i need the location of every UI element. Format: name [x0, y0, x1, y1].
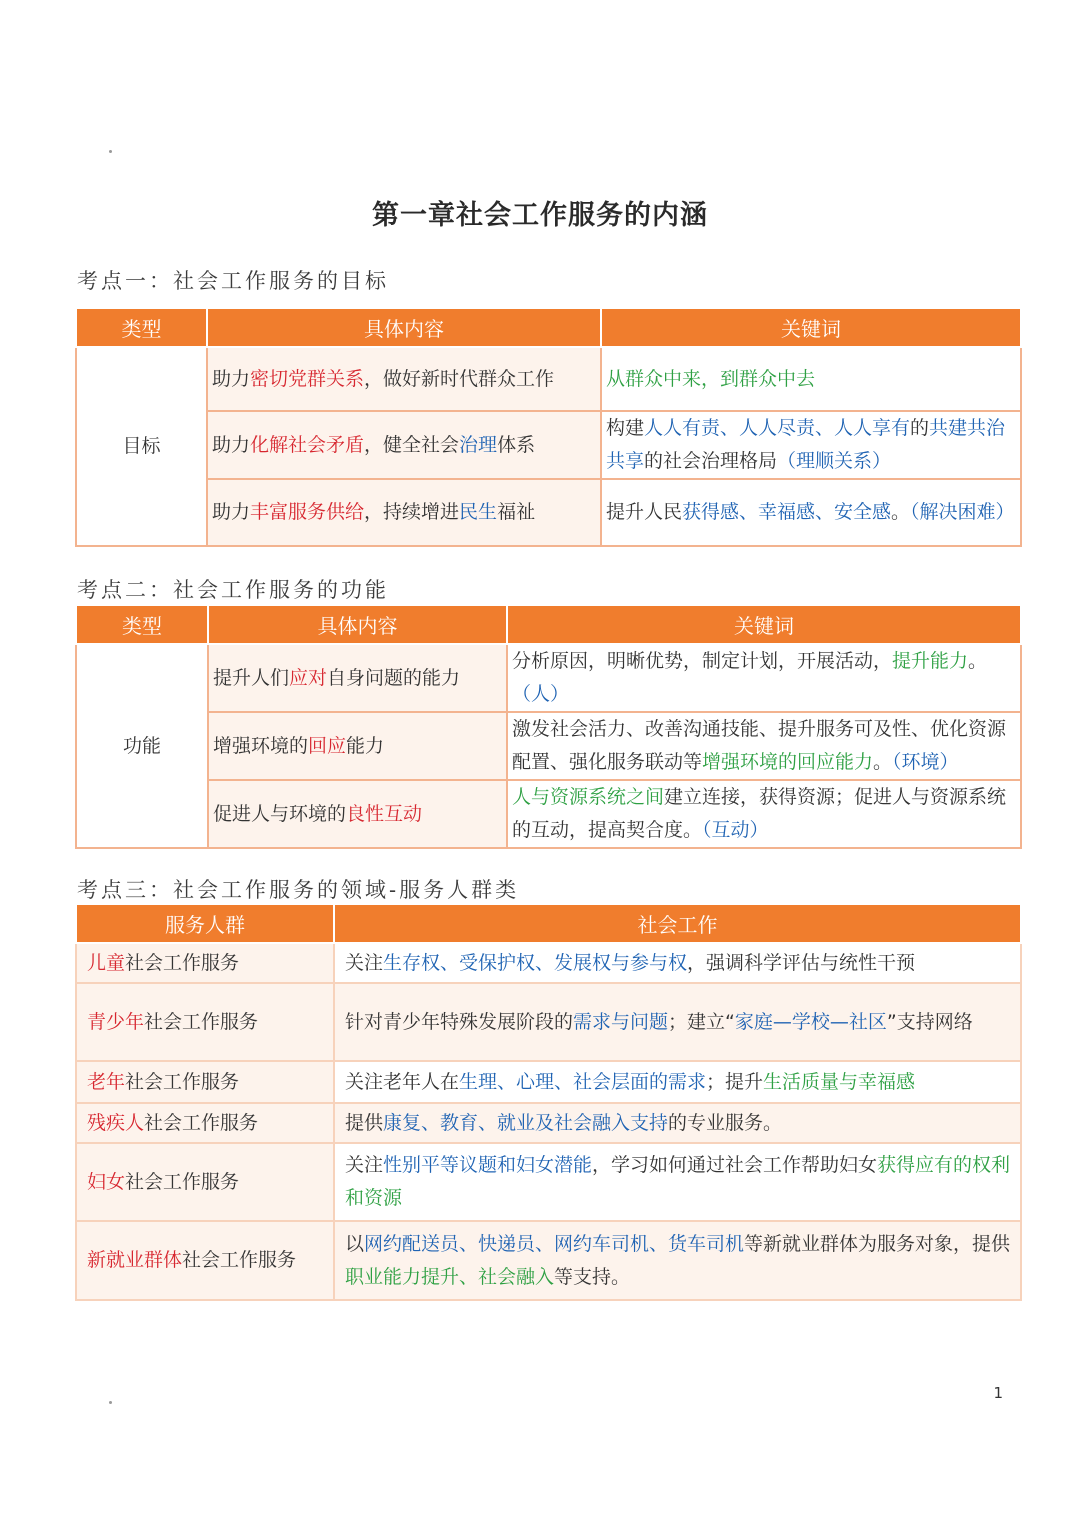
content-cell	[208, 644, 507, 712]
highlighted-text: 化解社会矛盾	[250, 433, 365, 456]
text-segment: 自身问题的能力	[327, 666, 461, 689]
text-segment: 以	[345, 1232, 365, 1255]
text-segment: 促进人与环境的	[213, 802, 347, 825]
text-segment: ，做好新时代群众工作	[364, 367, 555, 390]
highlighted-text: 职业能力提升、社会融入	[345, 1265, 555, 1288]
description-cell	[334, 943, 1021, 983]
group-cell	[76, 1143, 334, 1221]
table-row	[76, 411, 1021, 479]
functions-table	[75, 604, 1022, 849]
highlighted-text: （解决困难）	[910, 501, 1015, 523]
highlighted-text: （人）	[512, 683, 570, 705]
highlighted-text: 治理	[459, 433, 498, 456]
document-title: 第一章社会工作服务的内涵	[372, 200, 708, 231]
column-header-social-work: 社会工作	[334, 904, 1021, 943]
content-cell	[207, 411, 601, 479]
text-segment: 福祉	[497, 501, 536, 523]
goals-table	[75, 307, 1022, 547]
description-cell	[334, 1061, 1021, 1103]
text-segment: 关注	[345, 1154, 384, 1176]
content-cell	[208, 712, 507, 780]
group-cell	[76, 1061, 334, 1103]
text-segment: ，健全社会	[364, 433, 460, 456]
description-cell	[334, 1221, 1021, 1300]
text-segment: 社会工作服务	[144, 1111, 259, 1134]
table-row	[76, 1221, 1021, 1300]
table-row	[76, 1061, 1021, 1103]
table-row	[76, 780, 1021, 848]
description-cell	[334, 983, 1021, 1061]
description-cell	[334, 1143, 1021, 1221]
column-header-content: 具体内容	[208, 605, 507, 644]
text-segment: 提供	[345, 1111, 384, 1134]
page-number: 1	[993, 1384, 1003, 1402]
keyword-cell	[601, 479, 1021, 546]
text-segment: 助力	[212, 367, 251, 390]
content-cell	[207, 479, 601, 546]
keyword-cell	[507, 712, 1021, 780]
text-segment: ，持续增进	[364, 501, 460, 523]
text-segment: 。	[968, 650, 988, 672]
text-segment: 等支持。	[554, 1265, 631, 1288]
description-cell	[334, 1103, 1021, 1143]
highlighted-text: 人人有责、人人尽责、人人享有	[644, 417, 911, 439]
text-segment: 社会工作服务	[125, 1070, 240, 1093]
text-segment: 体系	[497, 433, 536, 456]
text-segment: 分析原因，明晰优势，制定计划，开展活动，	[512, 650, 893, 672]
highlighted-text: 民生	[459, 501, 498, 523]
text-segment: ”支持网络	[886, 1010, 973, 1033]
text-segment: 的	[910, 417, 930, 439]
keyword-cell	[507, 780, 1021, 848]
text-segment: 建立连接，获得资源；促进人与资源系统的互动，提高契合度。	[512, 786, 1007, 841]
highlighted-text: 生理、心理、社会层面的需求	[459, 1070, 707, 1093]
text-segment: ；提升	[706, 1070, 764, 1093]
column-header-keyword: 关键词	[601, 308, 1021, 347]
scan-speck	[109, 1401, 112, 1404]
highlighted-text: 儿童	[87, 951, 126, 974]
text-segment: 社会工作服务	[144, 1010, 259, 1033]
text-segment: 助力	[212, 501, 251, 523]
table-row	[76, 479, 1021, 546]
table-row	[76, 1103, 1021, 1143]
text-segment: 提升人民	[606, 501, 683, 523]
group-cell	[76, 1221, 334, 1300]
text-segment: 的社会治理格局	[644, 450, 778, 472]
text-segment: 关注	[345, 951, 384, 974]
content-cell	[207, 347, 601, 411]
column-header-group: 服务人群	[76, 904, 334, 943]
highlighted-text: 良性互动	[346, 802, 423, 825]
text-segment: 构建	[606, 417, 645, 439]
type-cell: 功能	[76, 644, 208, 848]
keyword-cell	[507, 644, 1021, 712]
table-row	[76, 983, 1021, 1061]
table-row	[76, 1143, 1021, 1221]
highlighted-text: （环境）	[892, 751, 959, 773]
highlighted-text: 妇女	[87, 1170, 126, 1193]
highlighted-text: 共建共治共享	[606, 417, 1006, 472]
highlighted-text: 网约配送员、快递员、网约车司机、货车司机	[364, 1232, 745, 1255]
highlighted-text: 新就业群体	[87, 1249, 183, 1271]
text-segment: 增强环境的	[213, 734, 309, 757]
section2-heading: 考点二：社会工作服务的功能	[77, 578, 389, 602]
table-row	[76, 644, 1021, 712]
highlighted-text: 生活质量与幸福感	[763, 1070, 916, 1093]
text-segment: 社会工作服务	[182, 1249, 297, 1271]
highlighted-text: 从群众中来，到群众中去	[606, 367, 816, 390]
group-cell	[76, 983, 334, 1061]
column-header-content: 具体内容	[207, 308, 601, 347]
highlighted-text: 获得感、幸福感、安全感	[682, 501, 892, 523]
text-segment: ；建立“	[668, 1010, 735, 1033]
text-segment: 提升人们	[213, 666, 290, 689]
highlighted-text: 回应	[308, 734, 347, 757]
highlighted-text: 家庭—学校—社区	[734, 1010, 887, 1033]
group-cell	[76, 943, 334, 983]
table-row	[76, 943, 1021, 983]
section3-heading: 考点三：社会工作服务的领域-服务人群类	[77, 878, 520, 902]
highlighted-text: 获得应有的权利和资源	[345, 1154, 1011, 1209]
highlighted-text: 康复、教育、就业及社会融入支持	[383, 1111, 669, 1134]
highlighted-text: 性别平等议题和妇女潜能	[383, 1154, 593, 1176]
text-segment: 激发社会活力、改善沟通技能、提升服务可及性、优化资源配置、强化服务联动等	[512, 718, 1007, 773]
highlighted-text: 应对	[289, 666, 328, 689]
keyword-cell	[601, 411, 1021, 479]
text-segment: 关注老年人在	[345, 1070, 460, 1093]
text-segment: ，强调科学评估与统性干预	[687, 951, 916, 974]
text-segment: 社会工作服务	[125, 951, 240, 974]
highlighted-text: （互动）	[702, 819, 769, 841]
column-header-keyword: 关键词	[507, 605, 1021, 644]
highlighted-text: 丰富服务供给	[250, 501, 365, 523]
table-row	[76, 712, 1021, 780]
highlighted-text: 生存权、受保护权、发展权与参与权	[383, 951, 688, 974]
text-segment: 能力	[346, 734, 385, 757]
column-header-type: 类型	[76, 308, 207, 347]
text-segment: ，学习如何通过社会工作帮助妇女	[592, 1154, 878, 1176]
highlighted-text: （理顺关系）	[777, 450, 892, 472]
highlighted-text: 提升能力	[892, 650, 969, 672]
highlighted-text: 青少年	[87, 1010, 145, 1033]
section1-heading: 考点一：社会工作服务的目标	[77, 269, 389, 293]
scan-speck	[109, 150, 112, 153]
highlighted-text: 老年	[87, 1070, 126, 1093]
text-segment: 针对青少年特殊发展阶段的	[345, 1010, 574, 1033]
highlighted-text: 需求与问题	[573, 1010, 669, 1033]
column-header-type: 类型	[76, 605, 208, 644]
text-segment: 的专业服务。	[668, 1111, 783, 1134]
type-cell: 目标	[76, 347, 207, 546]
text-segment: 社会工作服务	[125, 1170, 240, 1193]
highlighted-text: 人与资源系统之间	[512, 786, 665, 808]
text-segment: 。	[891, 501, 911, 523]
group-cell	[76, 1103, 334, 1143]
service-groups-table	[75, 903, 1022, 1301]
table-row	[76, 347, 1021, 411]
text-segment: 助力	[212, 433, 251, 456]
highlighted-text: 增强环境的回应能力	[702, 751, 874, 773]
highlighted-text: 密切党群关系	[250, 367, 365, 390]
text-segment: 。	[873, 751, 893, 773]
content-cell	[208, 780, 507, 848]
text-segment: 等新就业群体为服务对象，提供	[744, 1232, 1011, 1255]
highlighted-text: 残疾人	[87, 1111, 145, 1134]
keyword-cell	[601, 347, 1021, 411]
